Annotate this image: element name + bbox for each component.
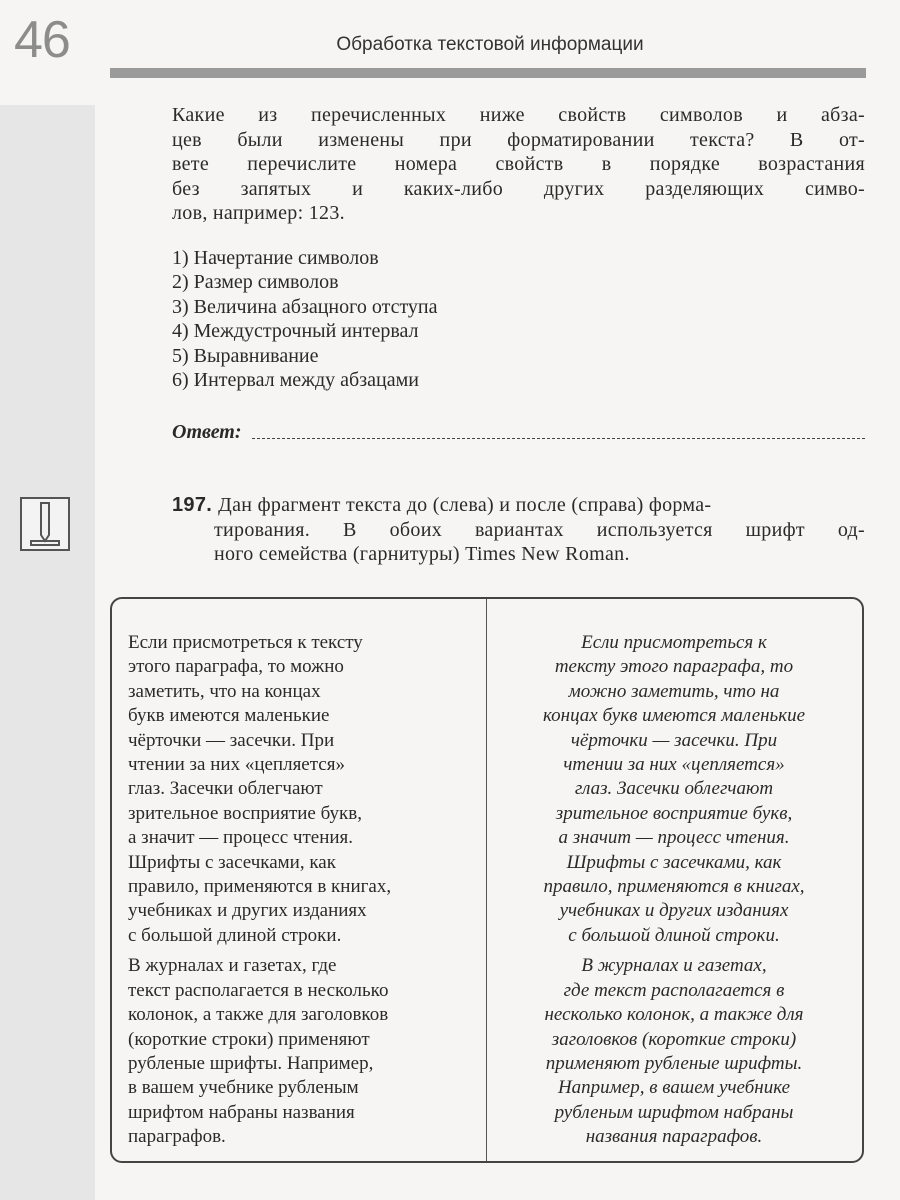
text-line: учебниках и других изданиях	[128, 900, 367, 922]
answer-blank	[252, 438, 865, 439]
task-line: Дан фрагмент текста до (слева) и после (справа) форма-	[218, 494, 712, 516]
text-line: применяют рубленые шрифты.	[545, 1052, 803, 1074]
text-line: (короткие строки) применяют	[128, 1028, 370, 1050]
running-header: Обработка текстовой информации	[336, 34, 644, 55]
answer-label: Ответ:	[172, 421, 242, 443]
text-line: чёрточки — засечки. При	[570, 729, 778, 751]
task-197	[172, 493, 865, 567]
text-line: 4) Междустрочный интервал	[172, 320, 419, 343]
text-line: тирования. В обоих вариантах используется шрифт од-	[214, 518, 865, 541]
text-line: рубленым шрифтом набраны	[554, 1101, 794, 1123]
text-line: цев были изменены при форматировании текста? В от-	[172, 128, 865, 151]
text-line: 6) Интервал между абзацами	[172, 369, 419, 392]
text-line: с большой длиной строки.	[568, 924, 780, 946]
text-line: текст располагается в несколько	[128, 979, 389, 1001]
page-number: 46	[14, 11, 70, 69]
text-line: правило, применяются в книгах,	[543, 876, 805, 898]
text-line: 3) Величина абзацного отступа	[172, 295, 438, 318]
question-text	[172, 103, 865, 226]
text-line: Какие из перечисленных ниже свойств символов и абза-	[172, 104, 865, 126]
text-line: букв имеются маленькие	[128, 705, 330, 727]
task-number: 197.	[172, 494, 213, 516]
text-line: В журналах и газетах, где	[128, 955, 337, 977]
text-line	[172, 493, 865, 518]
text-line: Шрифты с засечками, как	[128, 851, 336, 873]
text-line: Если присмотреться к	[581, 632, 767, 653]
before-formatting-text	[128, 631, 468, 1150]
text-line: без запятых и каких-либо других разделяющих симво-	[172, 177, 865, 200]
text-line: чтении за них «цепляется»	[563, 754, 785, 776]
text-line: Если присмотреться к тексту	[128, 632, 363, 653]
answer-line	[172, 421, 865, 444]
text-line: Например, в вашем учебнике	[557, 1077, 791, 1099]
text-line: 5) Выравнивание	[172, 344, 319, 367]
text-line: а значит — процесс чтения.	[128, 827, 354, 849]
page-edge-strip	[0, 105, 95, 1200]
text-line: чтении за них «цепляется»	[128, 754, 345, 776]
text-line: зрительное восприятие букв,	[555, 802, 793, 824]
text-line: ного семейства (гарнитуры) Times New Roman.	[214, 543, 630, 565]
text-line: 2) Размер символов	[172, 271, 339, 294]
text-line: Шрифты с засечками, как	[566, 851, 782, 873]
text-line: 1) Начертание символов	[172, 247, 379, 269]
text-line: зрительное восприятие букв,	[128, 802, 363, 824]
text-line: тексту этого параграфа, то	[554, 656, 794, 678]
text-line: несколько колонок, а также для	[544, 1004, 804, 1026]
text-line: названия параграфов.	[585, 1126, 763, 1148]
text-line: с большой длиной строки.	[128, 924, 342, 946]
pencil-task-icon	[20, 497, 70, 551]
text-line: вете перечислите номера свойств в порядке возрастания	[172, 153, 865, 175]
text-line: учебниках и других изданиях	[559, 900, 789, 922]
text-line: рубленые шрифты. Например,	[128, 1052, 374, 1074]
text-line: можно заметить, что на	[568, 680, 780, 702]
text-line: заметить, что на концах	[128, 680, 321, 702]
text-line: глаз. Засечки облегчают	[128, 778, 323, 800]
text-line: чёрточки — засечки. При	[128, 729, 335, 751]
after-formatting-text	[500, 631, 848, 1150]
text-line: глаз. Засечки облегчают	[574, 778, 774, 800]
text-line: лов, например: 123.	[172, 202, 345, 224]
column-divider	[486, 599, 487, 1161]
text-line: В журналах и газетах,	[581, 955, 767, 977]
comparison-box	[110, 597, 864, 1163]
text-line: где текст располагается в	[563, 979, 785, 1001]
text-line: в вашем учебнике рубленым	[128, 1077, 359, 1099]
text-line: этого параграфа, то можно	[128, 656, 344, 678]
text-line: заголовков (короткие строки)	[551, 1028, 797, 1050]
text-line: шрифтом набраны названия	[128, 1101, 355, 1123]
text-line: а значит — процесс чтения.	[558, 827, 790, 849]
options-list	[172, 246, 438, 392]
header-rule	[110, 68, 866, 78]
text-line: правило, применяются в книгах,	[128, 876, 392, 898]
text-line: колонок, а также для заголовков	[128, 1004, 389, 1026]
text-line: концах букв имеются маленькие	[542, 705, 806, 727]
text-line: параграфов.	[128, 1126, 226, 1148]
